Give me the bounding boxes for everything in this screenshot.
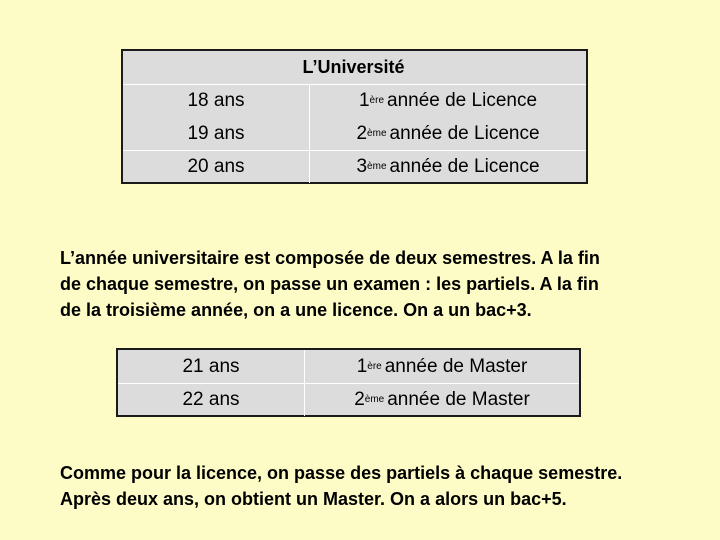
- table-row: [118, 383, 579, 416]
- table-header: [123, 51, 586, 85]
- age-cell: 22 ans: [182, 389, 240, 410]
- year-cell: 3 ème année de Licence: [309, 151, 586, 183]
- table-row: [123, 117, 586, 150]
- table-header-label: L’Université: [302, 57, 405, 77]
- year-cell: 1 ère année de Licence: [309, 84, 586, 117]
- paragraph-line: Après deux ans, on obtient un Master. On a alors un bac+5.: [60, 489, 567, 509]
- age-cell: 19 ans: [187, 122, 245, 144]
- table-row: [118, 350, 579, 383]
- paragraph-line: de chaque semestre, on passe un examen : les partiels. A la fin: [60, 274, 599, 294]
- paragraph-master: [60, 460, 622, 512]
- age-cell: 21 ans: [182, 355, 240, 377]
- age-cell: 20 ans: [187, 156, 245, 177]
- table-row: [123, 84, 586, 117]
- master-table: [116, 348, 581, 417]
- year-cell: 1 ère année de Master: [304, 350, 579, 383]
- paragraph-line: L’année universitaire est composée de deux semestres. A la fin: [60, 248, 600, 268]
- year-cell: 2 ème année de Master: [304, 384, 579, 416]
- paragraph-line: Comme pour la licence, on passe des partiels à chaque semestre.: [60, 463, 623, 483]
- paragraph-line: de la troisième année, on a une licence. On a un bac+3.: [60, 300, 532, 320]
- paragraph-licence: [60, 245, 600, 323]
- year-cell: 2 ème année de Licence: [309, 117, 586, 150]
- table-row: [123, 150, 586, 183]
- age-cell: 18 ans: [187, 89, 245, 111]
- licence-table: [121, 49, 588, 184]
